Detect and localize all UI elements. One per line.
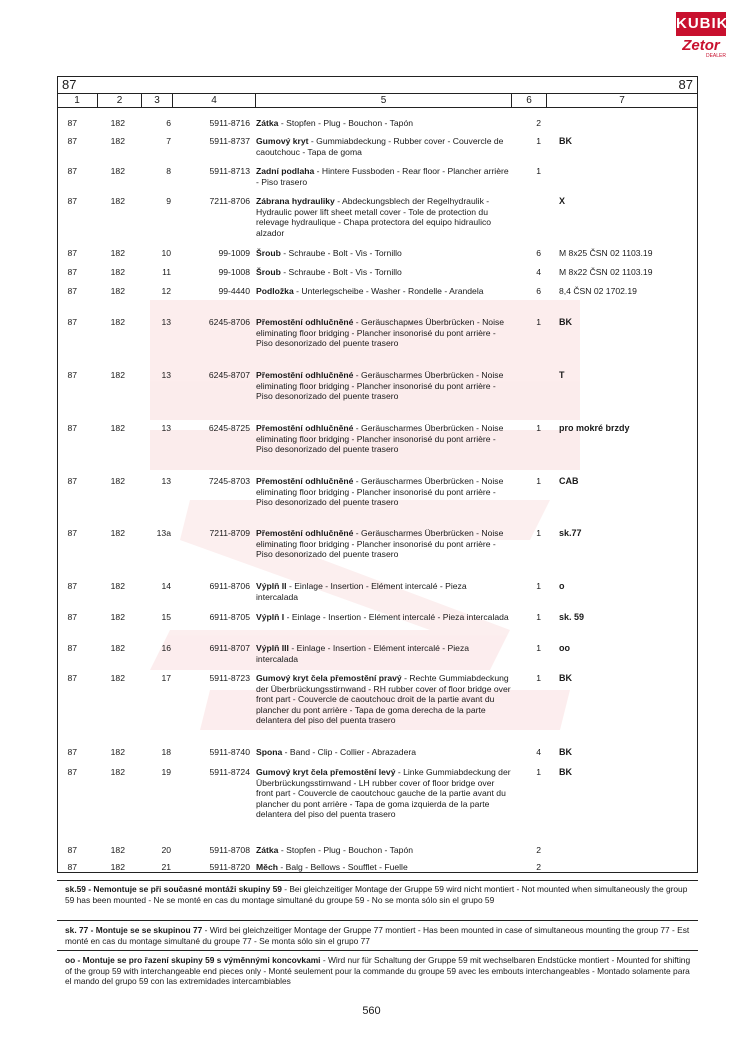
part-translations: - Geräuscharmes Überbrücken - Noise eliminating floor bridging - Plancher insonorisé du pont arrière - Piso desonorizado del puente trasero — [256, 370, 504, 401]
figure-cell: 182 — [110, 136, 125, 146]
col-header-3: 3 — [154, 95, 160, 106]
figure-cell: 182 — [110, 196, 125, 206]
group-cell: 87 — [67, 747, 77, 757]
figure-cell: 182 — [110, 845, 125, 855]
position-cell: 15 — [161, 612, 171, 622]
description-cell — [256, 673, 511, 726]
part-name: Gumový kryt čela přemostění levý — [256, 767, 396, 777]
footnote-key: sk.59 - Nemontuje se při současné montáži skupiny 59 — [65, 884, 282, 894]
position-cell: 16 — [161, 643, 171, 653]
group-cell: 87 — [67, 612, 77, 622]
description-cell — [256, 612, 511, 623]
quantity-cell: 1 — [536, 643, 541, 653]
part-name: Spona — [256, 747, 283, 757]
footnote-text: - Wird bei gleichzeitiger Montage der Gruppe 77 montiert - Has been mounted in case of simultaneous mounting the group 77 - Est monté en cas du montage simultané du groupe 77 - Se monta sólo sin el grupo 77 — [65, 925, 690, 946]
description-cell — [256, 528, 511, 560]
description-cell — [256, 317, 511, 349]
description-cell — [256, 767, 511, 820]
position-cell: 14 — [161, 581, 171, 591]
footnote-key: oo - Montuje se pro řazení skupiny 59 s výměnnými koncovkami — [65, 955, 321, 965]
group-cell: 87 — [67, 286, 77, 296]
quantity-cell: 1 — [536, 317, 541, 327]
position-cell: 13 — [161, 317, 171, 327]
description-cell — [256, 267, 511, 278]
part-name: Gumový kryt čela přemostění pravý — [256, 673, 402, 683]
logo-dealer: DEALER — [705, 53, 726, 59]
part-number-cell: 5911-8720 — [209, 862, 250, 872]
description-cell — [256, 581, 511, 602]
group-cell: 87 — [67, 862, 77, 872]
part-number-cell: 6245-8707 — [208, 370, 250, 380]
figure-cell: 182 — [110, 643, 125, 653]
quantity-cell: 2 — [536, 862, 541, 872]
description-cell — [256, 423, 511, 455]
figure-cell: 182 — [110, 248, 125, 258]
note-cell: sk. 59 — [559, 612, 585, 622]
part-translations: - Geräuscharmes Überbrücken - Noise eliminating floor bridging - Plancher insonorisé du pont arrière - Piso desonorizado del puente trasero — [256, 423, 504, 454]
part-name: Přemostění odhlučněné — [256, 370, 354, 380]
part-translations: - Balg - Bellows - Soufflet - Fuelle — [277, 862, 408, 872]
quantity-cell: 1 — [536, 476, 541, 486]
note-cell: BK — [559, 747, 572, 757]
part-translations: - Geräuscharmes Überbrücken - Noise eliminating floor bridging - Plancher insonorisé du pont arrière - Piso desonorizado del puente trasero — [256, 476, 504, 507]
figure-cell: 182 — [110, 862, 125, 872]
part-number-cell: 5911-8740 — [209, 747, 250, 757]
quantity-cell: 1 — [536, 581, 541, 591]
description-cell — [256, 476, 511, 508]
footnote-divider — [57, 880, 698, 881]
part-translations: - Band - Clip - Collier - Abrazadera — [282, 747, 416, 757]
group-cell: 87 — [67, 643, 77, 653]
quantity-cell: 2 — [536, 845, 541, 855]
col-divider — [141, 94, 142, 108]
part-number-cell: 6911-8707 — [209, 643, 250, 653]
note-cell: M 8x25 ČSN 02 1103.19 — [559, 248, 653, 258]
quantity-cell: 2 — [536, 118, 541, 128]
position-cell: 13 — [161, 423, 171, 433]
part-name: Zábrana hydrauliky — [256, 196, 335, 206]
quantity-cell: 4 — [536, 747, 541, 757]
group-cell: 87 — [67, 476, 77, 486]
kubik-zetor-logo — [676, 12, 729, 62]
quantity-cell: 1 — [536, 767, 541, 777]
part-name: Výplň I — [256, 612, 285, 622]
position-cell: 8 — [166, 166, 171, 176]
logo-kubik: KUBIK — [676, 12, 726, 36]
footnote-oo — [65, 955, 695, 987]
part-name: Přemostění odhlučněné — [256, 528, 354, 538]
figure-cell: 182 — [110, 612, 125, 622]
description-cell — [256, 747, 511, 758]
figure-cell: 182 — [110, 767, 125, 777]
part-number-cell: 5911-8713 — [209, 166, 250, 176]
col-header-1: 1 — [74, 95, 80, 106]
col-header-7: 7 — [619, 95, 625, 106]
part-number-cell: 99-1008 — [218, 267, 250, 277]
part-name: Výplň II — [256, 581, 287, 591]
col-header-5: 5 — [380, 95, 387, 106]
figure-cell: 182 — [110, 286, 125, 296]
group-number-right: 87 — [678, 77, 693, 92]
part-name: Měch — [256, 862, 278, 872]
quantity-cell: 6 — [536, 248, 541, 258]
position-cell: 11 — [162, 267, 171, 277]
part-name: Přemostění odhlučněné — [256, 317, 354, 327]
col-divider — [255, 94, 256, 108]
figure-cell: 182 — [110, 673, 125, 683]
part-number-cell: 5911-8708 — [209, 845, 250, 855]
part-number-cell: 5911-8737 — [209, 136, 250, 146]
col-divider — [511, 94, 512, 108]
part-translations: - Einlage - Insertion - Elément intercalé - Pieza intercalada — [256, 581, 467, 602]
group-cell: 87 — [67, 845, 77, 855]
note-cell: BK — [559, 767, 572, 777]
description-cell — [256, 862, 511, 873]
note-cell: o — [559, 581, 565, 591]
part-translations: - Stopfen - Plug - Bouchon - Tapón — [278, 118, 414, 128]
part-translations: - Linke Gummiabdeckung der Überbrückungsstirnwand - LH rubber cover of floor bridge over front part - Couvercle de caoutchouc gauche de la partie avant du plancher du pont arrière - Tapa de goma izquierda de la parte delantera del piso del puenta trasero — [256, 767, 511, 819]
part-number-cell: 5911-8724 — [209, 767, 250, 777]
note-cell: oo — [559, 643, 570, 653]
position-cell: 21 — [161, 862, 171, 872]
logo-zetor: Zetor — [682, 37, 720, 54]
group-cell: 87 — [67, 581, 77, 591]
footnote-sk77 — [65, 925, 695, 946]
group-cell: 87 — [67, 673, 77, 683]
group-cell: 87 — [67, 118, 77, 128]
position-cell: 20 — [161, 845, 171, 855]
note-cell: BK — [559, 673, 572, 683]
note-cell: M 8x22 ČSN 02 1103.19 — [559, 267, 653, 277]
part-number-cell: 99-4440 — [218, 286, 250, 296]
group-cell: 87 — [67, 166, 77, 176]
quantity-cell: 1 — [536, 166, 541, 176]
position-cell: 17 — [161, 673, 171, 683]
note-cell: X — [559, 196, 566, 206]
group-cell: 87 — [67, 196, 77, 206]
quantity-cell: 1 — [536, 528, 541, 538]
position-cell: 13 — [161, 370, 171, 380]
part-translations: - Geräuscharmes Überbrücken - Noise eliminating floor bridging - Plancher insonorisé du pont arrière - Piso desonorizado del puente trasero — [256, 528, 504, 559]
figure-cell: 182 — [110, 476, 125, 486]
footnote-key: sk. 77 - Montuje se se skupinou 77 — [65, 925, 203, 935]
column-header-row — [57, 94, 698, 108]
figure-cell: 182 — [110, 166, 125, 176]
footnote-sk59 — [65, 884, 695, 905]
part-number-cell: 7245-8703 — [208, 476, 250, 486]
footnote-divider — [57, 920, 698, 921]
footnote-text: - Bei gleichzeitiger Montage der Gruppe 59 wird nicht montiert - Not mounted when simultaneously the group 59 has been mounted - Ne se monté en cas du montage simultané du groupe 59 - No se monta sólo sin el grupo 59 — [65, 884, 688, 905]
part-name: Přemostění odhlučněné — [256, 423, 354, 433]
description-cell — [256, 136, 511, 157]
position-cell: 13 — [161, 476, 171, 486]
group-cell: 87 — [67, 248, 77, 258]
note-cell: CAB — [559, 476, 579, 486]
group-cell: 87 — [67, 370, 77, 380]
group-header — [57, 76, 698, 94]
description-cell — [256, 370, 511, 402]
group-cell: 87 — [67, 423, 77, 433]
note-cell: sk.77 — [559, 528, 582, 538]
part-number-cell: 6911-8706 — [209, 581, 250, 591]
part-name: Podložka — [256, 286, 294, 296]
quantity-cell: 1 — [536, 612, 541, 622]
quantity-cell: 4 — [536, 267, 541, 277]
position-cell: 10 — [161, 248, 171, 258]
part-translations: - Schraube - Bolt - Vis - Tornillo — [280, 267, 402, 277]
part-translations: - Rechte Gummiabdeckung der Überbrückungsstirnwand - RH rubber cover of floor bridge over front part - Couvercle de caoutchouc droit de la partie avant du plancher du pont arrière - Tapa de goma derecha de la parte delantera del piso del puenta trasero — [256, 673, 511, 725]
description-cell — [256, 643, 511, 664]
description-cell — [256, 166, 511, 187]
part-number-cell: 5911-8723 — [209, 673, 250, 683]
part-translations: - Einlage - Insertion - Elément intercalé - Pieza intercalada — [256, 643, 470, 664]
part-number-cell: 5911-8716 — [209, 118, 250, 128]
col-header-6: 6 — [526, 95, 532, 106]
figure-cell: 182 — [110, 423, 125, 433]
part-name: Zadní podlaha — [256, 166, 315, 176]
description-cell — [256, 286, 511, 297]
part-number-cell: 99-1009 — [218, 248, 250, 258]
part-number-cell: 7211-8709 — [209, 528, 250, 538]
group-cell: 87 — [67, 528, 77, 538]
description-cell — [256, 118, 511, 129]
col-divider — [172, 94, 173, 108]
figure-cell: 182 — [110, 528, 125, 538]
position-cell: 13a — [156, 528, 171, 538]
part-name: Výplň III — [256, 643, 289, 653]
figure-cell: 182 — [110, 267, 125, 277]
part-translations: - Einlage - Insertion - Elément intercalé - Pieza intercalada — [284, 612, 509, 622]
part-translations: - Abdeckungsblech der Regelhydraulik - Hydraulic power lift sheet metall cover - Tole de protection du relevage hydraulique - Chapa protectora del equipo hidraulico alzador — [256, 196, 492, 238]
col-header-4: 4 — [211, 95, 217, 106]
part-name: Šroub — [256, 248, 281, 258]
part-translations: - Geräuschармes Überbrücken - Noise eliminating floor bridging - Plancher insonorisé du pont arrière - Piso desonorizado del puente trasero — [256, 317, 505, 348]
footnote-divider — [57, 950, 698, 951]
position-cell: 19 — [161, 767, 171, 777]
part-translations: - Stopfen - Plug - Bouchon - Tapón — [278, 845, 414, 855]
figure-cell: 182 — [110, 370, 125, 380]
part-name: Zátka — [256, 118, 279, 128]
figure-cell: 182 — [110, 747, 125, 757]
position-cell: 6 — [166, 118, 171, 128]
part-translations: - Gummiabdeckung - Rubber cover - Couvercle de caoutchouc - Tapa de goma — [256, 136, 504, 157]
part-number-cell: 7211-8706 — [209, 196, 250, 206]
part-number-cell: 6245-8706 — [208, 317, 250, 327]
quantity-cell: 1 — [536, 136, 541, 146]
figure-cell: 182 — [110, 317, 125, 327]
quantity-cell: 1 — [536, 673, 541, 683]
description-cell — [256, 196, 511, 238]
group-cell: 87 — [67, 767, 77, 777]
group-cell: 87 — [67, 136, 77, 146]
part-translations: - Hintere Fussboden - Rear floor - Plancher arrière - Piso trasero — [256, 166, 509, 187]
part-name: Šroub — [256, 267, 281, 277]
figure-cell: 182 — [110, 581, 125, 591]
part-number-cell: 6245-8725 — [208, 423, 250, 433]
note-cell: pro mokré brzdy — [559, 423, 630, 433]
quantity-cell: 1 — [536, 423, 541, 433]
note-cell: BK — [559, 317, 572, 327]
part-name: Gumový kryt — [256, 136, 309, 146]
page-number: 560 — [362, 1005, 381, 1017]
position-cell: 9 — [166, 196, 171, 206]
col-divider — [97, 94, 98, 108]
col-divider — [546, 94, 547, 108]
position-cell: 12 — [161, 286, 171, 296]
note-cell: 8,4 ČSN 02 1702.19 — [559, 286, 637, 296]
position-cell: 18 — [161, 747, 171, 757]
description-cell — [256, 248, 511, 259]
group-cell: 87 — [67, 317, 77, 327]
col-header-2: 2 — [116, 95, 123, 106]
group-cell: 87 — [67, 267, 77, 277]
part-translations: - Unterlegscheibe - Washer - Rondelle - Arandela — [293, 286, 484, 296]
figure-cell: 182 — [110, 118, 125, 128]
note-cell: BK — [559, 136, 572, 146]
footnote-text: - Wird nur für Schaltung der Gruppe 59 mit wechselbaren Endstücke montiert - Mounted for shifting of the group 59 with interchangeable end pieces only - Monté seulement pour la commande du groupe 59 avec les embouts interchangeables - Montado solamente para el mando del grupo 59 con las extremidades intercambiables — [65, 955, 691, 986]
part-name: Zátka — [256, 845, 279, 855]
part-number-cell: 6911-8705 — [209, 612, 250, 622]
group-number-left: 87 — [62, 77, 77, 92]
note-cell: T — [559, 370, 565, 380]
part-name: Přemostění odhlučněné — [256, 476, 354, 486]
description-cell — [256, 845, 511, 856]
part-translations: - Schraube - Bolt - Vis - Tornillo — [280, 248, 402, 258]
quantity-cell: 6 — [536, 286, 541, 296]
position-cell: 7 — [166, 136, 171, 146]
